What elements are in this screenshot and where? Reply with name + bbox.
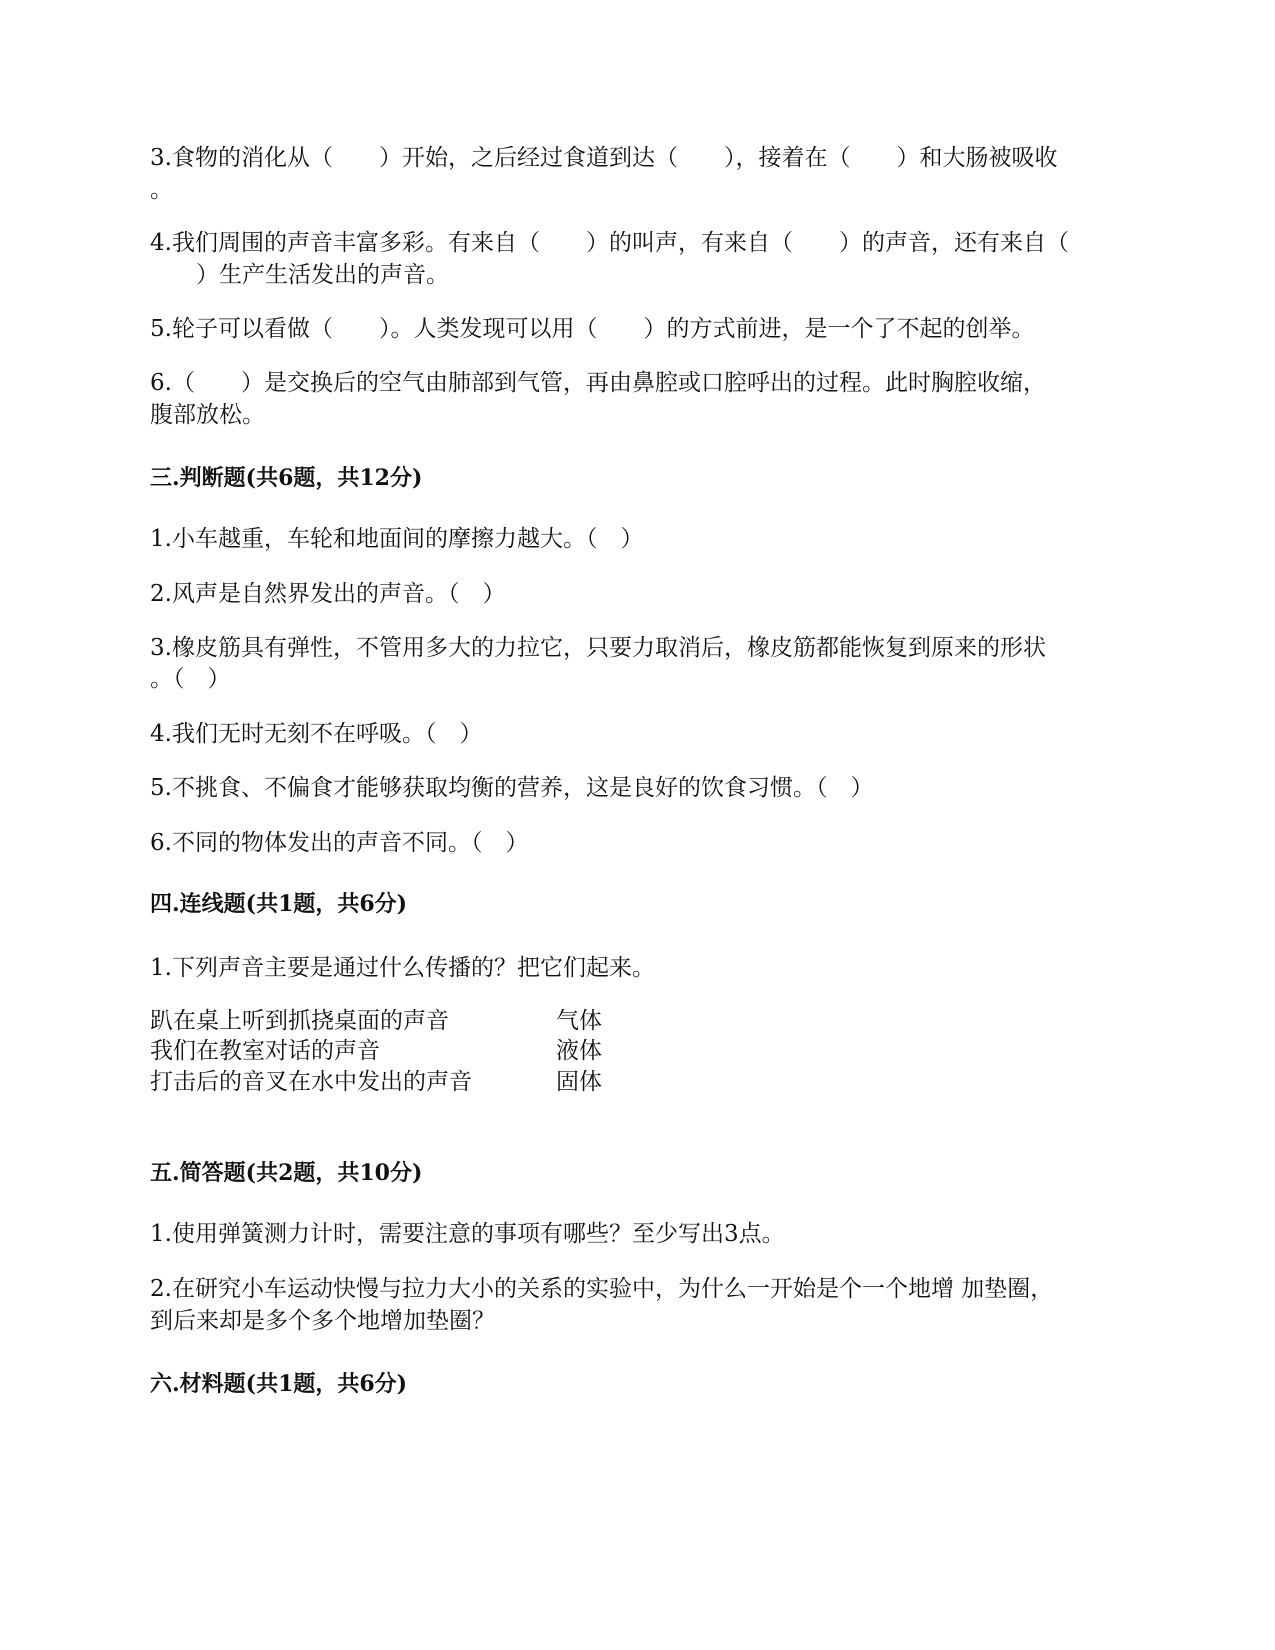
judge-question-6: 6.不同的物体发出的声音不同。（ ） bbox=[150, 830, 529, 856]
fill-question-4-line2: ）生产生活发出的声音。 bbox=[150, 262, 449, 288]
fill-question-5: 5.轮子可以看做（ ）。人类发现可以用（ ）的方式前进，是一个了不起的创举。 bbox=[150, 316, 1035, 342]
section-heading-connect: 四.连线题(共1题，共6分) bbox=[150, 891, 408, 917]
short-answer-question-2-line2: 到后来却是多个多个地增加垫圈？ bbox=[150, 1308, 495, 1334]
section-heading-short-answer: 五.简答题(共2题，共10分) bbox=[150, 1160, 423, 1186]
match-right-item: 固体 bbox=[556, 1069, 602, 1095]
short-answer-question-1: 1.使用弹簧测力计时，需要注意的事项有哪些？至少写出3点。 bbox=[150, 1221, 785, 1247]
judge-question-3-line1: 3.橡皮筋具有弹性，不管用多大的力拉它，只要力取消后，橡皮筋都能恢复到原来的形状 bbox=[150, 635, 1046, 661]
fill-question-6-line2: 腹部放松。 bbox=[150, 402, 265, 428]
match-left-item: 打击后的音叉在水中发出的声音 bbox=[150, 1069, 472, 1095]
match-right-item: 气体 bbox=[556, 1008, 602, 1034]
match-left-item: 我们在教室对话的声音 bbox=[150, 1038, 380, 1064]
fill-question-4-line1: 4.我们周围的声音丰富多彩。有来自（ ）的叫声，有来自（ ）的声音，还有来自（ bbox=[150, 230, 1069, 256]
match-right-item: 液体 bbox=[556, 1038, 602, 1064]
match-left-item: 趴在桌上听到抓挠桌面的声音 bbox=[150, 1008, 449, 1034]
section-heading-material: 六.材料题(共1题，共6分) bbox=[150, 1371, 408, 1397]
judge-question-5: 5.不挑食、不偏食才能够获取均衡的营养，这是良好的饮食习惯。（ ） bbox=[150, 775, 874, 801]
section-heading-judge: 三.判断题(共6题，共12分) bbox=[150, 465, 423, 491]
fill-question-3-line2: 。 bbox=[150, 177, 173, 203]
fill-question-6-line1: 6.（ ）是交换后的空气由肺部到气管，再由鼻腔或口腔呼出的过程。此时胸腔收缩， bbox=[150, 370, 1046, 396]
short-answer-question-2-line1: 2.在研究小车运动快慢与拉力大小的关系的实验中，为什么一开始是个一个地增 加垫圈， bbox=[150, 1276, 1054, 1302]
fill-question-3-line1: 3.食物的消化从（ ）开始，之后经过食道到达（ ），接着在（ ）和大肠被吸收 bbox=[150, 145, 1058, 171]
judge-question-2: 2.风声是自然界发出的声音。（ ） bbox=[150, 581, 506, 607]
judge-question-1: 1.小车越重，车轮和地面间的摩擦力越大。（ ） bbox=[150, 526, 644, 552]
connect-question-1: 1.下列声音主要是通过什么传播的？把它们起来。 bbox=[150, 955, 655, 981]
judge-question-4: 4.我们无时无刻不在呼吸。（ ） bbox=[150, 721, 483, 747]
judge-question-3-line2: 。（ ） bbox=[150, 666, 231, 692]
